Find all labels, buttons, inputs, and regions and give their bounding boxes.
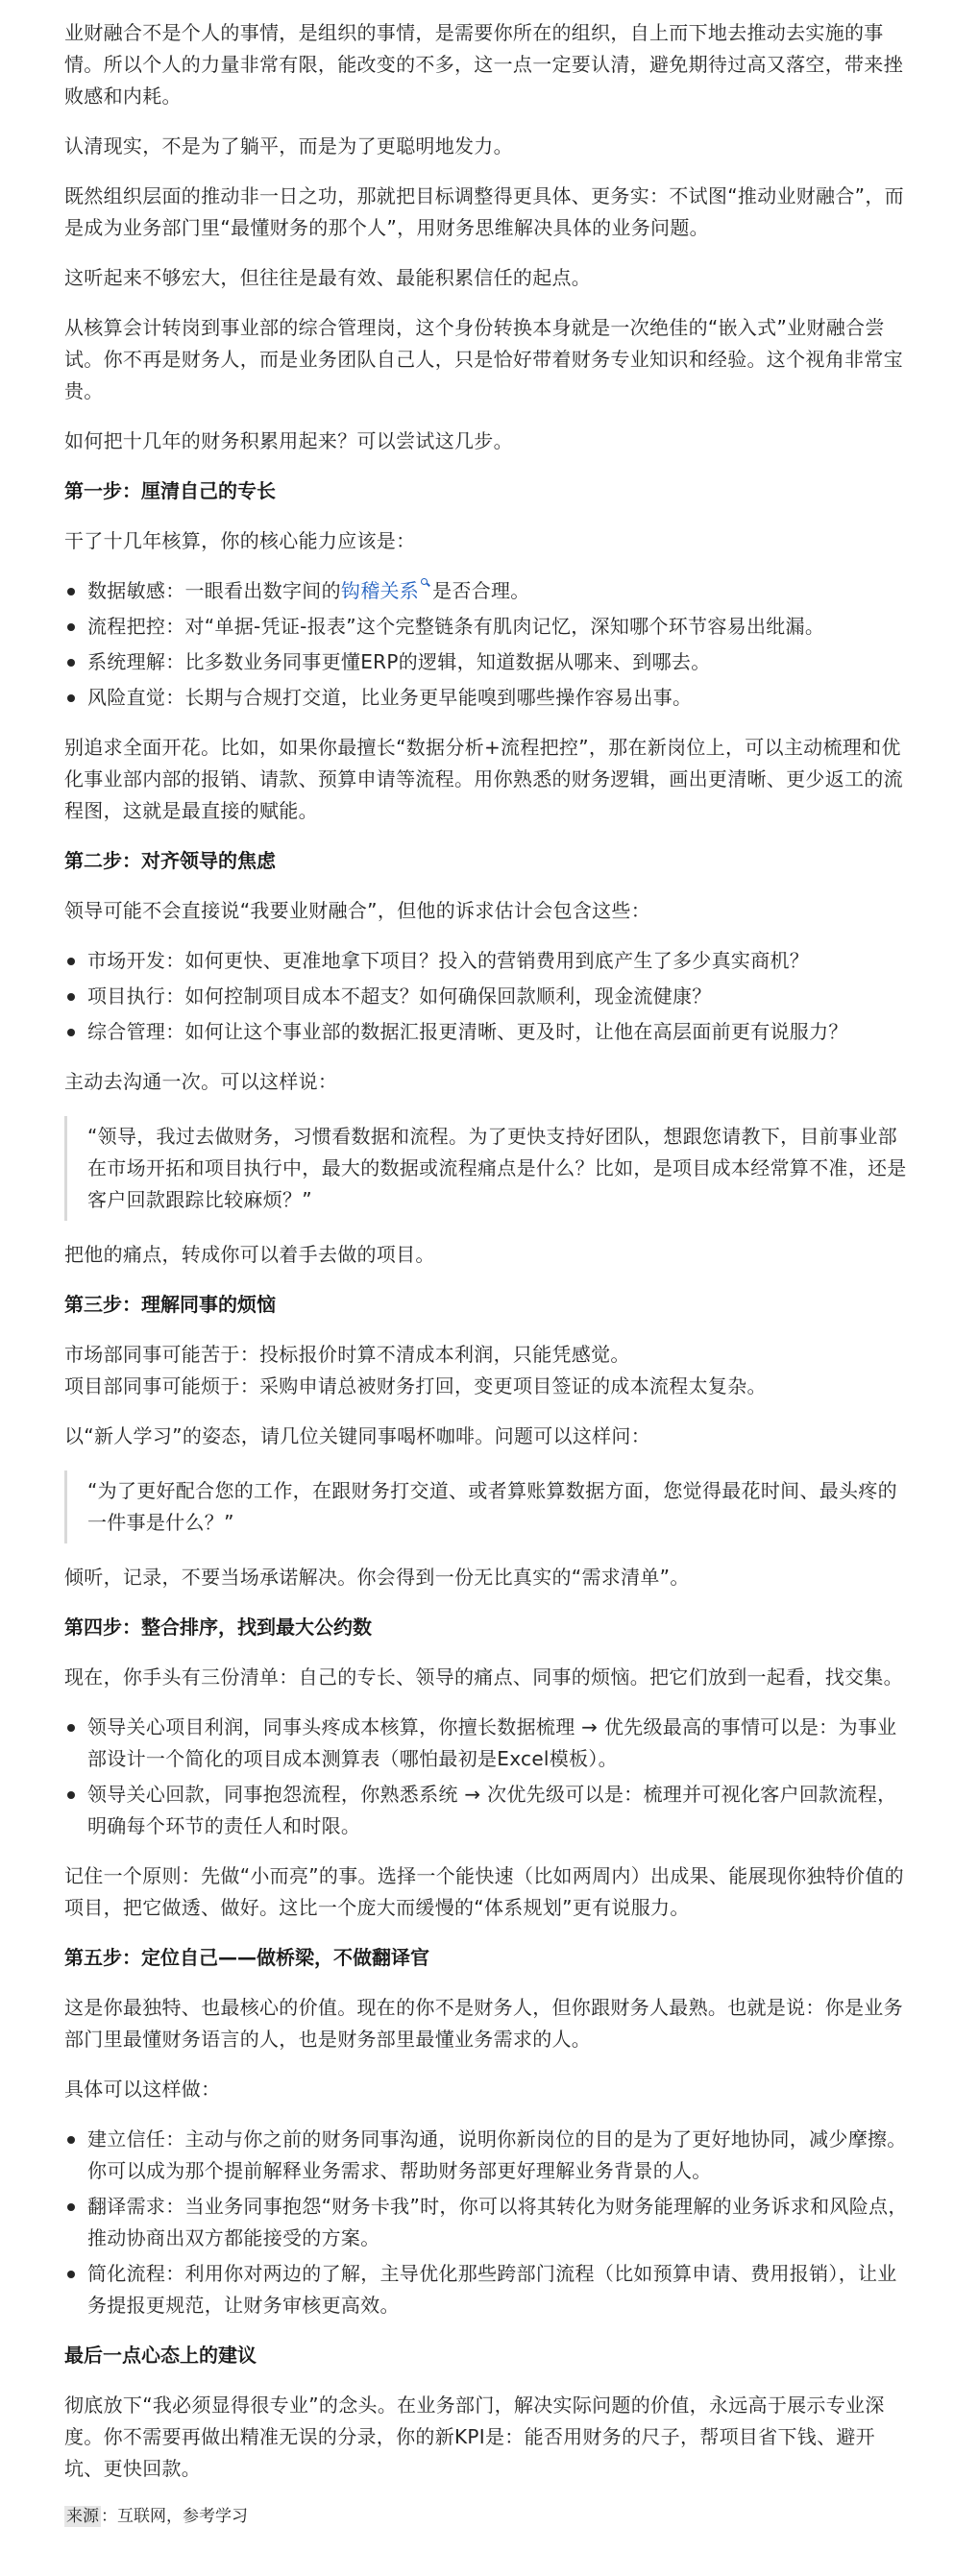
section-paragraph: 彻底放下“我必须显得很专业”的念头。在业务部门，解决实际问题的价值，永远高于展示专业深度。你不需要再做出精准无误的分录，你的新KPI是：能否用财务的尺子，帮项目省下钱、避开坑、更快回款。 <box>64 2394 885 2480</box>
section-intro: 现在，你手头有三份清单：自己的专长、领导的痛点、同事的烦恼。把它们放到一起看，找交集。 <box>64 1665 903 1689</box>
section-paragraph: 具体可以这样做： <box>64 2078 221 2101</box>
list-item <box>64 945 908 977</box>
list-item <box>64 611 908 643</box>
bullet-list <box>64 945 908 1048</box>
bullet-dot-icon <box>67 1029 75 1036</box>
section-heading: 第四步：整合排序，找到最大公约数 <box>64 1616 372 1639</box>
bullet-dot-icon <box>67 2136 75 2144</box>
item-text: 比多数业务同事更懂ERP的逻辑，知道数据从哪来、到哪去。 <box>184 650 711 673</box>
source-label: 来源 <box>66 2507 99 2526</box>
blockquote <box>64 1116 908 1221</box>
section-intro: 领导可能不会直接说“我要业财融合”，但他的诉求估计会包含这些： <box>64 899 651 922</box>
item-label: 流程把控： <box>87 615 185 638</box>
item-text: 是否合理。 <box>432 579 530 602</box>
item-label: 简化流程： <box>87 2262 185 2285</box>
bullet-dot-icon <box>67 694 75 702</box>
list-item <box>64 1779 908 1842</box>
term-link[interactable]: 钩稽关系 <box>340 579 420 602</box>
section-heading: 第三步：理解同事的烦恼 <box>64 1293 276 1316</box>
bullet-dot-icon <box>67 1791 75 1799</box>
bullet-dot-icon <box>67 659 75 667</box>
intro-paragraph: 认清现实，不是为了躺平，而是为了更聪明地发力。 <box>64 134 513 158</box>
section-heading: 第一步：厘清自己的专长 <box>64 479 276 502</box>
item-text: 主动与你之前的财务同事沟通，说明你新岗位的目的是为了更好地协同，减少摩擦。你可以成为那个提前解释业务需求、帮助财务部更好理解业务背景的人。 <box>87 2127 907 2182</box>
bullet-dot-icon <box>67 993 75 1001</box>
list-item <box>64 981 908 1012</box>
intro-paragraph: 如何把十几年的财务积累用起来？可以尝试这几步。 <box>64 429 513 452</box>
intro-paragraph: 从核算会计转岗到事业部的综合管理岗，这个身份转换本身就是一次绝佳的“嵌入式”业财融合尝试。你不再是财务人，而是业务团队自己人，只是恰好带着财务专业知识和经验。这个视角非常宝贵。 <box>64 316 903 402</box>
list-item <box>64 682 908 714</box>
search-icon[interactable] <box>421 578 429 587</box>
section-heading: 最后一点心态上的建议 <box>64 2344 257 2367</box>
item-label: 项目执行： <box>87 984 185 1008</box>
bullet-dot-icon <box>67 623 75 631</box>
section-paragraph: 主动去沟通一次。可以这样说： <box>64 1070 338 1093</box>
section-paragraph: 这是你最独特、也最核心的价值。现在的你不是财务人，但你跟财务人最熟。也就是说：你是业务部门里最懂财务语言的人，也是财务部里最懂业务需求的人。 <box>64 1996 903 2051</box>
section-paragraph: 倾听，记录，不要当场承诺解决。你会得到一份无比真实的“需求清单”。 <box>64 1566 690 1589</box>
section-paragraph: 别追求全面开花。比如，如果你最擅长“数据分析+流程把控”，那在新岗位上，可以主动梳理和优化事业部内部的报销、请款、预算申请等流程。用你熟悉的财务逻辑，画出更清晰、更少返工的流程图，这就是最直接的赋能。 <box>64 736 903 822</box>
item-label: 数据敏感： <box>87 579 185 602</box>
quote-text: “为了更好配合您的工作，在跟财务打交道、或者算账算数据方面，您觉得最花时间、最头疼的一件事是什么？” <box>87 1479 897 1534</box>
list-item <box>64 575 908 607</box>
bullet-dot-icon <box>67 588 75 595</box>
section-paragraph: 以“新人学习”的姿态，请几位关键同事喝杯咖啡。问题可以这样问： <box>64 1424 651 1447</box>
item-text: 对“单据-凭证-报表”这个完整链条有肌肉记忆，深知哪个环节容易出纰漏。 <box>184 615 825 638</box>
intro-paragraph: 既然组织层面的推动非一日之功，那就把目标调整得更具体、更务实：不试图“推动业财融合”，而是成为业务部门里“最懂财务的那个人”，用财务思维解决具体的业务问题。 <box>64 184 904 239</box>
section-paragraph: 记住一个原则：先做“小而亮”的事。选择一个能快速（比如两周内）出成果、能展现你独特价值的项目，把它做透、做好。这比一个庞大而缓慢的“体系规划”更有说服力。 <box>64 1864 904 1919</box>
item-label: 系统理解： <box>87 650 185 673</box>
item-text: 一眼看出数字间的 <box>184 579 341 602</box>
item-label: 风险直觉： <box>87 686 185 709</box>
bullet-list <box>64 1712 908 1842</box>
item-text: 如何让这个事业部的数据汇报更清晰、更及时，让他在高层面前更有说服力？ <box>184 1020 848 1043</box>
item-text: 利用你对两边的了解，主导优化那些跨部门流程（比如预算申请、费用报销），让业务提报更规范，让财务审核更高效。 <box>87 2262 897 2317</box>
section-heading: 第五步：定位自己——做桥梁，不做翻译官 <box>64 1946 429 1969</box>
section-heading: 第二步：对齐领导的焦虑 <box>64 849 276 872</box>
item-label: 建立信任： <box>87 2127 185 2151</box>
section-intro: 干了十几年核算，你的核心能力应该是： <box>64 529 416 552</box>
section-paragraph: 市场部同事可能苦于：投标报价时算不清成本利润，只能凭感觉。 <box>64 1343 630 1366</box>
section-paragraph: 把他的痛点，转成你可以着手去做的项目。 <box>64 1243 435 1266</box>
intro-paragraph: 这听起来不够宏大，但往往是最有效、最能积累信任的起点。 <box>64 266 592 289</box>
section-paragraph: 项目部同事可能烦于：采购申请总被财务打回，变更项目签证的成本流程太复杂。 <box>64 1374 767 1397</box>
source-line <box>64 2503 908 2530</box>
bullet-dot-icon <box>67 2271 75 2278</box>
item-label: 市场开发： <box>87 949 185 972</box>
list-item <box>64 1016 908 1048</box>
intro-paragraph: 业财融合不是个人的事情，是组织的事情，是需要你所在的组织，自上而下地去推动去实施的事情。所以个人的力量非常有限，能改变的不多，这一点一定要认清，避免期待过高又落空，带来挫败感和内耗。 <box>64 21 903 108</box>
item-label: 综合管理： <box>87 1020 185 1043</box>
item-label: 翻译需求： <box>87 2195 185 2218</box>
quote-text: “领导，我过去做财务，习惯看数据和流程。为了更快支持好团队，想跟您请教下，目前事业部在市场开拓和项目执行中，最大的数据或流程痛点是什么？比如，是项目成本经常算不准，还是客户回款跟踪比较麻烦？” <box>87 1125 907 1211</box>
item-text: 当业务同事抱怨“财务卡我”时，你可以将其转化为财务能理解的业务诉求和风险点，推动协商出双方都能接受的方案。 <box>87 2195 908 2249</box>
bullet-list <box>64 575 908 714</box>
list-item <box>64 1712 908 1775</box>
item-text: 如何控制项目成本不超支？如何确保回款顺利，现金流健康？ <box>184 984 712 1008</box>
list-item <box>64 2258 908 2321</box>
item-text: 领导关心回款，同事抱怨流程，你熟悉系统 → 次优先级可以是：梳理并可视化客户回款流程，明确每个环节的责任人和时限。 <box>87 1783 897 1837</box>
bullet-dot-icon <box>67 958 75 965</box>
item-text: 长期与合规打交道，比业务更早能嗅到哪些操作容易出事。 <box>184 686 693 709</box>
bullet-dot-icon <box>67 2203 75 2211</box>
item-text: 领导关心项目利润，同事头疼成本核算，你擅长数据梳理 → 优先级最高的事情可以是：为事业部设计一个简化的项目成本测算表（哪怕最初是Excel模板）。 <box>87 1715 897 1770</box>
bullet-dot-icon <box>67 1724 75 1732</box>
source-text: ：互联网，参考学习 <box>101 2507 248 2526</box>
item-text: 如何更快、更准地拿下项目？投入的营销费用到底产生了多少真实商机？ <box>184 949 810 972</box>
list-item <box>64 646 908 678</box>
bullet-list <box>64 2124 908 2321</box>
blockquote <box>64 1470 908 1543</box>
list-item <box>64 2191 908 2254</box>
list-item <box>64 2124 908 2187</box>
